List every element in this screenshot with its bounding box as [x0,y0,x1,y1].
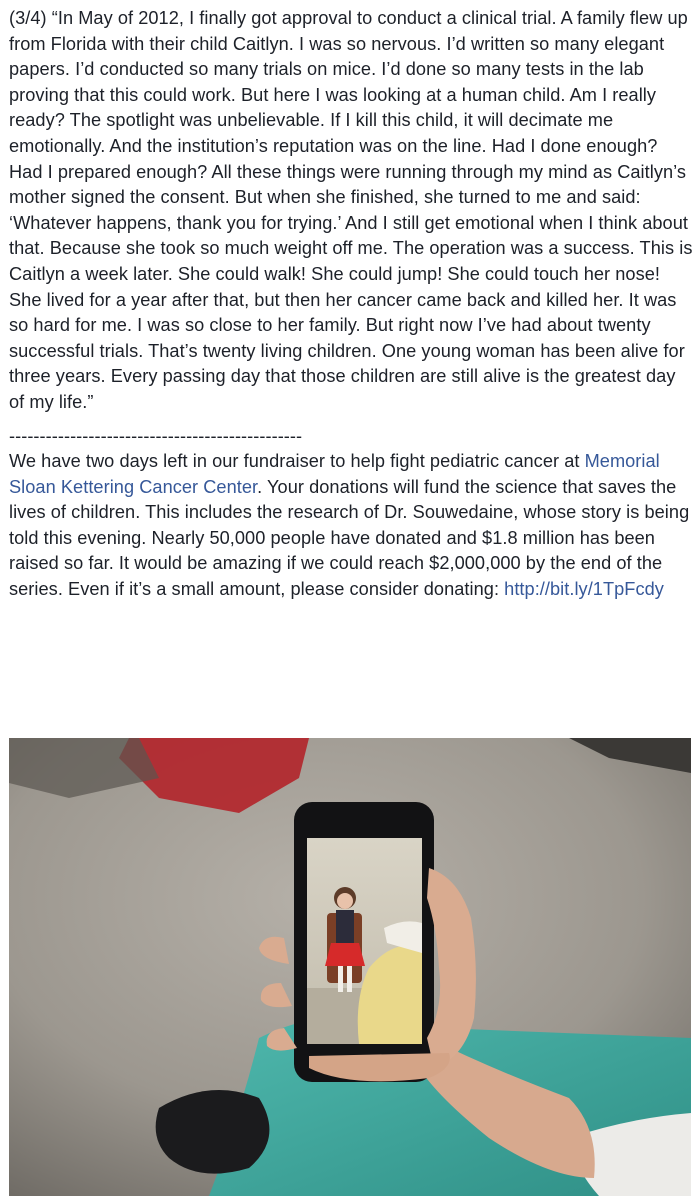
donate-link[interactable]: http://bit.ly/1TpFcdy [504,579,664,600]
photo-hand-holding-phone-icon [9,738,691,1196]
divider-line: ------------------------------------------------ [9,425,303,446]
fundraiser-text-start: We have two days left in our fundraiser to help fight pediatric cancer at [9,451,585,472]
post-text [9,6,695,603]
post-photo[interactable] [9,738,691,1196]
story-text: (3/4) “In May of 2012, I finally got approval to conduct a clinical trial. A family flew up from Florida with their child Caitlyn. I was so nervous. I’d written so many elegant papers. I’d conducted so many trials on mice. I’d done so many tests in the lab proving that this could work. But here I was looking at a human child. Am I really ready? The spotlight was unbelievable. If I kill this child, it will decimate me emotionally. And the institution’s reputation was on the line. Had I done enough? Had I prepared enough? All these things were running through my mind as Caitlyn’s mother signed the consent. But when she finished, she turned to me and said: ‘Whatever happens, thank you for trying.’ And I still get emotional when I think about that. Because she took so much weight off me. The operation was a success. This is Caitlyn a week later. She could walk! She could jump! She could touch her nose! She lived for a year after that, but then her cancer came back and killed her. It was so hard for me. I was so close to her family. But right now I’ve had about twenty successful trials. That’s twenty living children. One young woman has been alive for three years. Every passing day that those children are still alive is the greatest day of my life.” [9,8,693,412]
fundraiser-text [9,449,695,603]
fundraiser-text-end: . Your donations will fund the science that saves the lives of children. This includes the research of Dr. Souwedaine, whose story is being told this evening. Nearly 50,000 people have donated and $1.8 million has been raised so far. It would be amazing if we could reach $2,000,000 by the end of the series. Even if it’s a small amount, please consider donating: [9,476,690,600]
msk-link[interactable]: Memorial Sloan Kettering Cancer Center [9,451,660,497]
